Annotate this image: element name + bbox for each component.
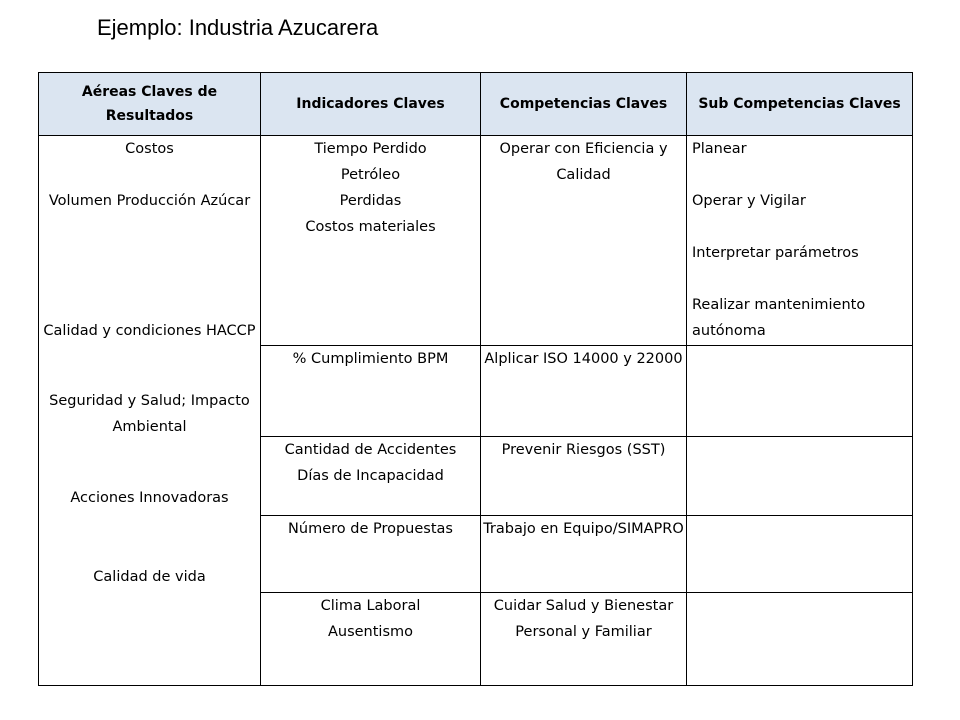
indicator-item: Número de Propuestas	[288, 521, 453, 537]
sub-competencies-cell	[687, 437, 913, 516]
sub-competencies-cell	[687, 516, 913, 593]
header-key-indicators: Indicadores Claves	[261, 73, 481, 136]
indicator-item: Costos materiales	[305, 219, 436, 235]
competency-cell: Trabajo en Equipo/SIMAPRO	[481, 516, 687, 593]
indicators-cell	[261, 136, 481, 346]
indicator-item: Ausentismo	[327, 624, 414, 640]
indicator-item: % Cumplimiento BPM	[292, 351, 449, 367]
competency-cell: Prevenir Riesgos (SST)	[481, 437, 687, 516]
page-title: Ejemplo: Industria Azucarera	[97, 15, 379, 40]
indicators-cell	[261, 593, 481, 686]
sub-competency-item: Interpretar parámetros	[692, 245, 859, 261]
indicators-cell	[261, 437, 481, 516]
sub-competencies-cell	[687, 593, 913, 686]
area-item: Calidad de vida	[93, 569, 206, 585]
table-row	[39, 136, 913, 346]
indicators-cell	[261, 346, 481, 437]
area-item: Calidad y condiciones HACCP	[43, 323, 256, 339]
header-key-competencies: Competencias Claves	[481, 73, 687, 136]
header-key-areas: Aéreas Claves de Resultados	[39, 73, 261, 136]
indicator-item: Perdidas	[339, 193, 402, 209]
area-item: Acciones Innovadoras	[70, 490, 229, 506]
sub-competencies-cell	[687, 136, 913, 346]
area-item: Costos	[125, 141, 174, 157]
competencies-table	[38, 72, 913, 686]
sub-competency-item: Realizar mantenimiento autónoma	[692, 297, 866, 339]
table-header-row	[39, 73, 913, 136]
header-sub-competencies: Sub Competencias Claves	[687, 73, 913, 136]
competency-cell: Operar con Eficiencia y Calidad	[481, 136, 687, 346]
indicator-item: Petróleo	[340, 167, 401, 183]
competency-cell: Alplicar ISO 14000 y 22000	[481, 346, 687, 437]
sub-competencies-cell	[687, 346, 913, 437]
indicator-item: Cantidad de Accidentes	[284, 442, 457, 458]
indicators-cell	[261, 516, 481, 593]
sub-competency-item: Planear	[692, 141, 747, 157]
key-areas-cell	[39, 136, 261, 686]
area-item: Seguridad y Salud; Impacto Ambiental	[49, 393, 250, 435]
sub-competency-item: Operar y Vigilar	[692, 193, 806, 209]
indicator-item: Clima Laboral	[320, 598, 421, 614]
indicator-item: Días de Incapacidad	[297, 468, 444, 484]
indicator-item: Tiempo Perdido	[314, 141, 427, 157]
area-item: Volumen Producción Azúcar	[48, 193, 251, 209]
competency-cell: Cuidar Salud y Bienestar Personal y Familiar	[481, 593, 687, 686]
